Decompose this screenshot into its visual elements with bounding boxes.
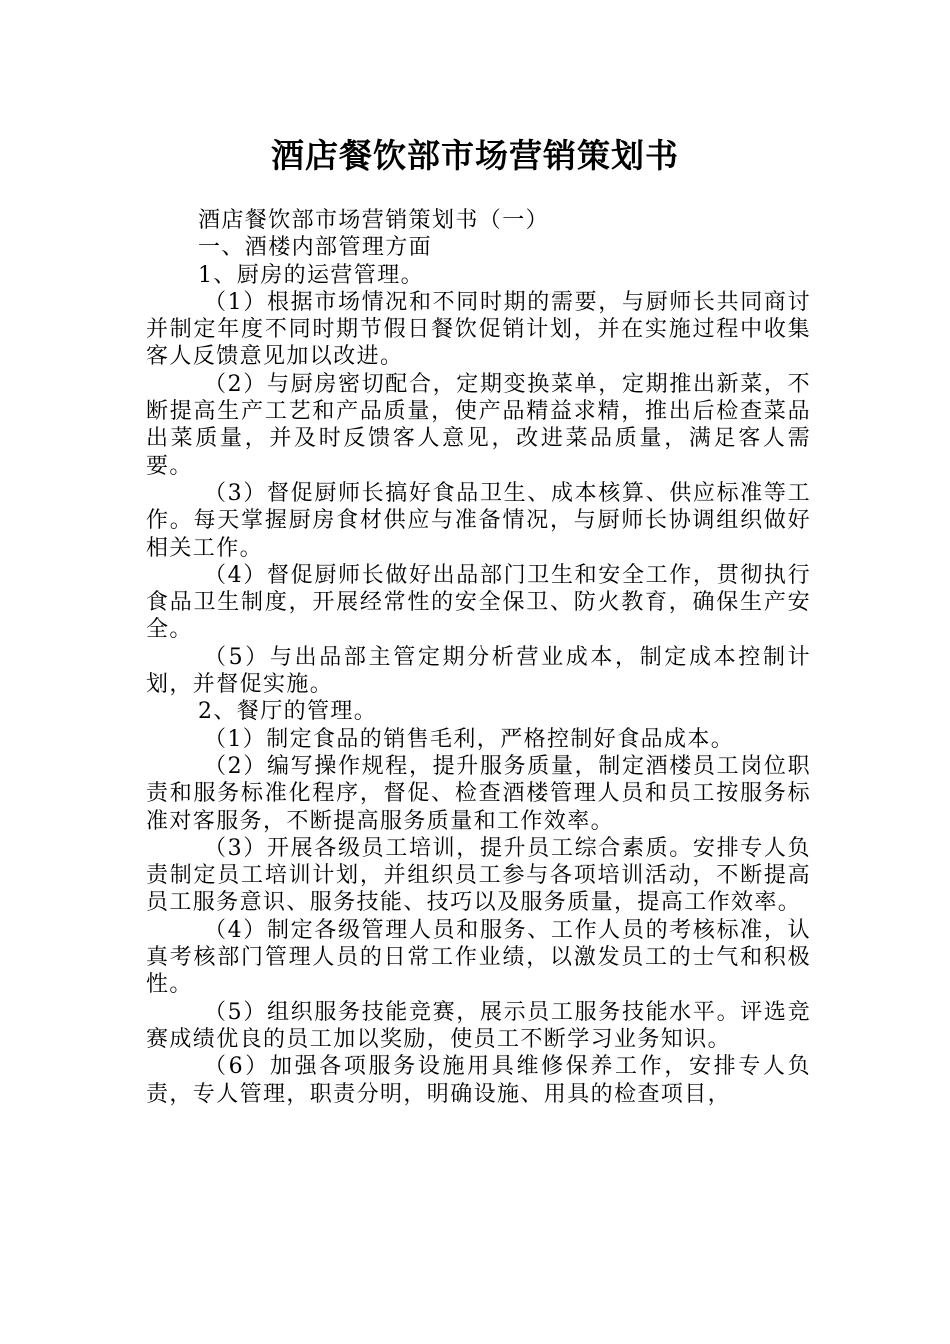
- paragraph-restaurant-heading: 2、餐厅的管理。: [198, 699, 378, 725]
- paragraph-kitchen-item-4: （4）督促厨师长做好出品部门卫生和安全工作，贯彻执行食品卫生制度，开展经常性的安全保卫、防火教育，确保生产安全。: [146, 562, 811, 643]
- document-title: 酒店餐饮部市场营销策划书: [271, 136, 679, 175]
- paragraph-kitchen-item-1: （1）根据市场情况和不同时期的需要，与厨师长共同商讨并制定年度不同时期节假日餐饮促销计划，并在实施过程中收集客人反馈意见加以改进。: [146, 289, 811, 370]
- document-body: [146, 207, 811, 1108]
- paragraph-restaurant-item-6: （6）加强各项服务设施用具维修保养工作，安排专人负责，专人管理，职责分明，明确设施、用具的检查项目，: [146, 1054, 811, 1107]
- paragraph-restaurant-item-5: （5）组织服务技能竞赛，展示员工服务技能水平。评选竞赛成绩优良的员工加以奖励，使员工不断学习业务知识。: [146, 999, 811, 1052]
- paragraph-section-heading: 一、酒楼内部管理方面: [198, 235, 433, 261]
- paragraph-restaurant-item-2: （2）编写操作规程，提升服务质量，制定酒楼员工岗位职责和服务标准化程序，督促、检查酒楼管理人员和员工按服务标准对客服务，不断提高服务质量和工作效率。: [146, 753, 811, 834]
- paragraph-restaurant-item-4: （4）制定各级管理人员和服务、工作人员的考核标准，认真考核部门管理人员的日常工作业绩，以激发员工的士气和积极性。: [146, 917, 811, 998]
- paragraph-kitchen-item-3: （3）督促厨师长搞好食品卫生、成本核算、供应标准等工作。每天掌握厨房食材供应与准备情况，与厨师长协调组织做好相关工作。: [146, 480, 811, 561]
- paragraph-kitchen-item-5: （5）与出品部主管定期分析营业成本，制定成本控制计划，并督促实施。: [146, 644, 811, 698]
- paragraph-kitchen-heading: 1、厨房的运营管理。: [198, 262, 424, 288]
- paragraph-subtitle: 酒店餐饮部市场营销策划书（一）: [198, 208, 550, 233]
- paragraph-restaurant-item-3: （3）开展各级员工培训，提升员工综合素质。安排专人负责制定员工培训计划，并组织员工参与各项培训活动，不断提高员工服务意识、服务技能、技巧以及服务质量，提高工作效率。: [146, 835, 811, 916]
- paragraph-kitchen-item-2: （2）与厨房密切配合，定期变换菜单，定期推出新菜，不断提高生产工艺和产品质量，使产品精益求精，推出后检查菜品出菜质量，并及时反馈客人意见，改进菜品质量，满足客人需要。: [146, 371, 811, 479]
- paragraph-restaurant-item-1: （1）制定食品的销售毛利，严格控制好食品成本。: [204, 726, 735, 752]
